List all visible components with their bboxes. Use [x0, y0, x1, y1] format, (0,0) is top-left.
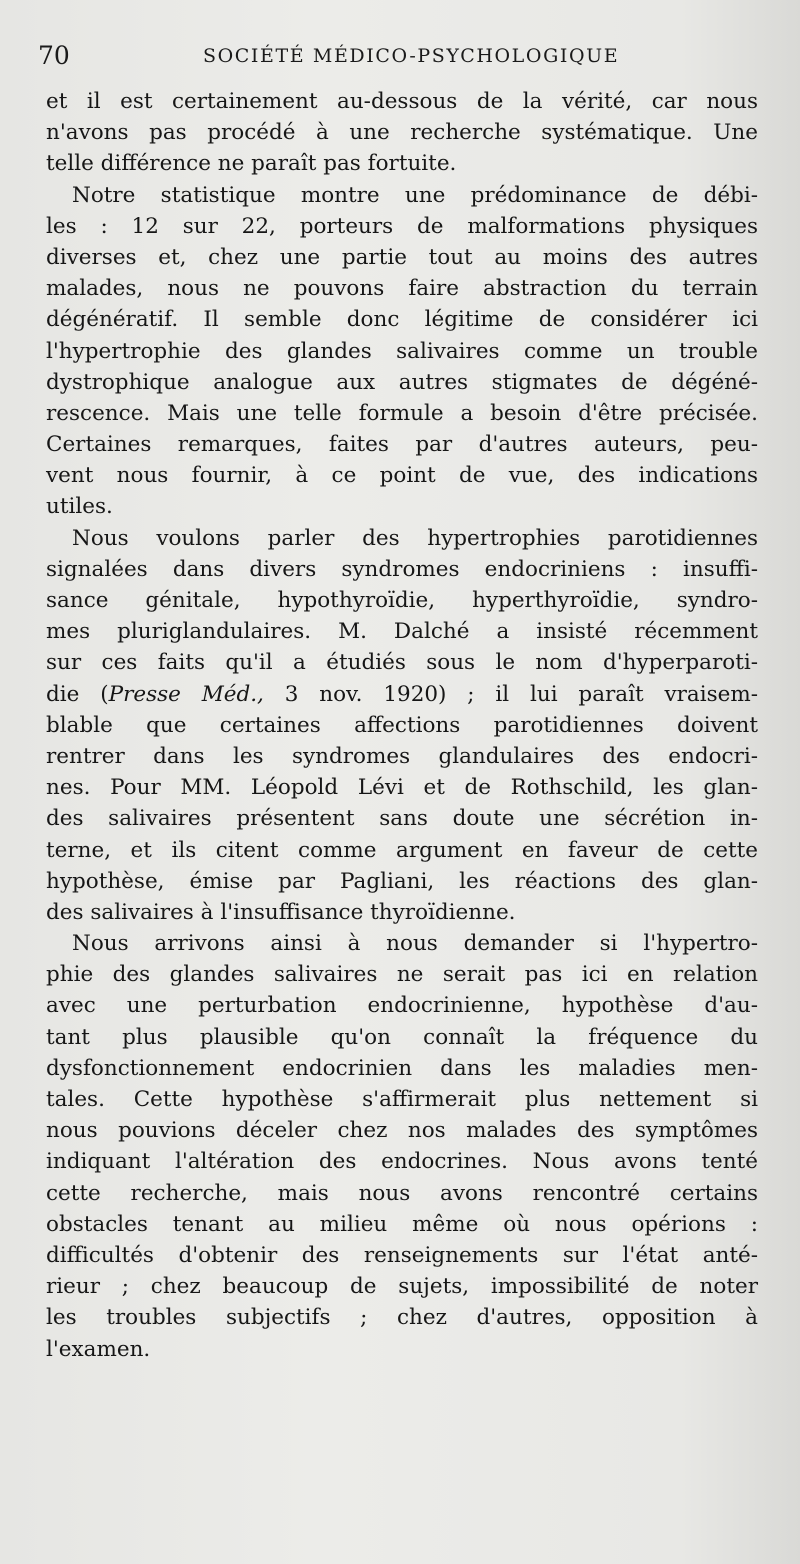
- text-line: et il est certainement au-dessous de la vérité, car nous: [46, 89, 758, 114]
- citation-after: 3 nov. 1920) ; il lui paraît vraisem-: [263, 681, 758, 707]
- text-line: tales. Cette hypothèse s'affirmerait plus nettement si: [46, 1087, 758, 1112]
- text-line: tant plus plausible qu'on connaît la fréquence du: [46, 1024, 758, 1050]
- text-line: telle différence ne paraît pas fortuite.: [46, 151, 457, 177]
- text-line: avec une perturbation endocrinienne, hypothèse d'au-: [46, 993, 758, 1019]
- text-line: phie des glandes salivaires ne serait pas ici en relation: [46, 962, 758, 988]
- paragraph-start-line: Nous voulons parler des hypertrophies parotidiennes: [72, 525, 758, 551]
- paragraph-start-line: Nous arrivons ainsi à nous demander si l'hypertro-: [72, 931, 758, 957]
- text-line: dystrophique analogue aux autres stigmates de dégéné-: [46, 369, 758, 395]
- citation-before: die (: [46, 681, 109, 707]
- text-line: blable que certaines affections parotidiennes doivent: [46, 712, 758, 738]
- journal-title: Presse Méd.,: [108, 681, 264, 707]
- text-line: terne, et ils citent comme argument en faveur de cette: [46, 837, 758, 863]
- text-line: difficultés d'obtenir des renseignements sur l'état anté-: [46, 1242, 758, 1268]
- text-line: obstacles tenant au milieu même où nous opérions :: [46, 1211, 758, 1237]
- text-line: l'hypertrophie des glandes salivaires comme un trouble: [46, 338, 758, 364]
- text-line: mes pluriglandulaires. M. Dalché a insisté récemment: [46, 619, 758, 645]
- text-line: sur ces faits qu'il a étudiés sous le nom d'hyperparoti-: [46, 650, 758, 676]
- text-line: n'avons pas procédé à une recherche systématique. Une: [46, 120, 758, 146]
- text-line: indiquant l'altération des endocrines. Nous avons tenté: [46, 1149, 758, 1175]
- text-line: rescence. Mais une telle formule a besoin d'être précisée.: [46, 400, 758, 426]
- text-line: les troubles subjectifs ; chez d'autres, opposition à: [46, 1305, 758, 1331]
- text-line: nous pouvions déceler chez nos malades des symptômes: [46, 1118, 758, 1144]
- page-header: [38, 38, 758, 74]
- text-line: hypothèse, émise par Pagliani, les réactions des glan-: [46, 868, 758, 894]
- body-text: [46, 86, 758, 1365]
- text-line: dégénératif. Il semble donc légitime de considérer ici: [46, 307, 758, 333]
- text-line: des salivaires à l'insuffisance thyroïdienne.: [46, 899, 516, 925]
- text-line: vent nous fournir, à ce point de vue, des indications: [46, 463, 758, 489]
- text-line: diverses et, chez une partie tout au moins des autres: [46, 244, 758, 270]
- text-line: l'examen.: [46, 1336, 151, 1362]
- text-line: rentrer dans les syndromes glandulaires des endocri-: [46, 743, 758, 769]
- running-head: SOCIÉTÉ MÉDICO-PSYCHOLOGIQUE: [203, 45, 620, 67]
- text-line: signalées dans divers syndromes endocriniens : insuffi-: [46, 556, 758, 582]
- paragraph-start-line: Notre statistique montre une prédominance de débi-: [72, 182, 758, 208]
- text-line: rieur ; chez beaucoup de sujets, impossibilité de noter: [46, 1274, 758, 1300]
- text-line: des salivaires présentent sans doute une sécrétion in-: [46, 806, 758, 832]
- citation-line: [46, 679, 758, 710]
- text-line: malades, nous ne pouvons faire abstraction du terrain: [46, 276, 758, 302]
- text-line: les : 12 sur 22, porteurs de malformations physiques: [46, 213, 758, 239]
- text-line: dysfonctionnement endocrinien dans les maladies men-: [46, 1055, 758, 1081]
- page-number: 70: [38, 41, 70, 70]
- text-line: cette recherche, mais nous avons rencontré certains: [46, 1180, 758, 1206]
- text-line: utiles.: [46, 494, 113, 520]
- text-line: Certaines remarques, faites par d'autres auteurs, peu-: [46, 432, 758, 458]
- text-line: nes. Pour MM. Léopold Lévi et de Rothschild, les glan-: [46, 775, 758, 801]
- text-line: sance génitale, hypothyroïdie, hyperthyroïdie, syndro-: [46, 588, 758, 613]
